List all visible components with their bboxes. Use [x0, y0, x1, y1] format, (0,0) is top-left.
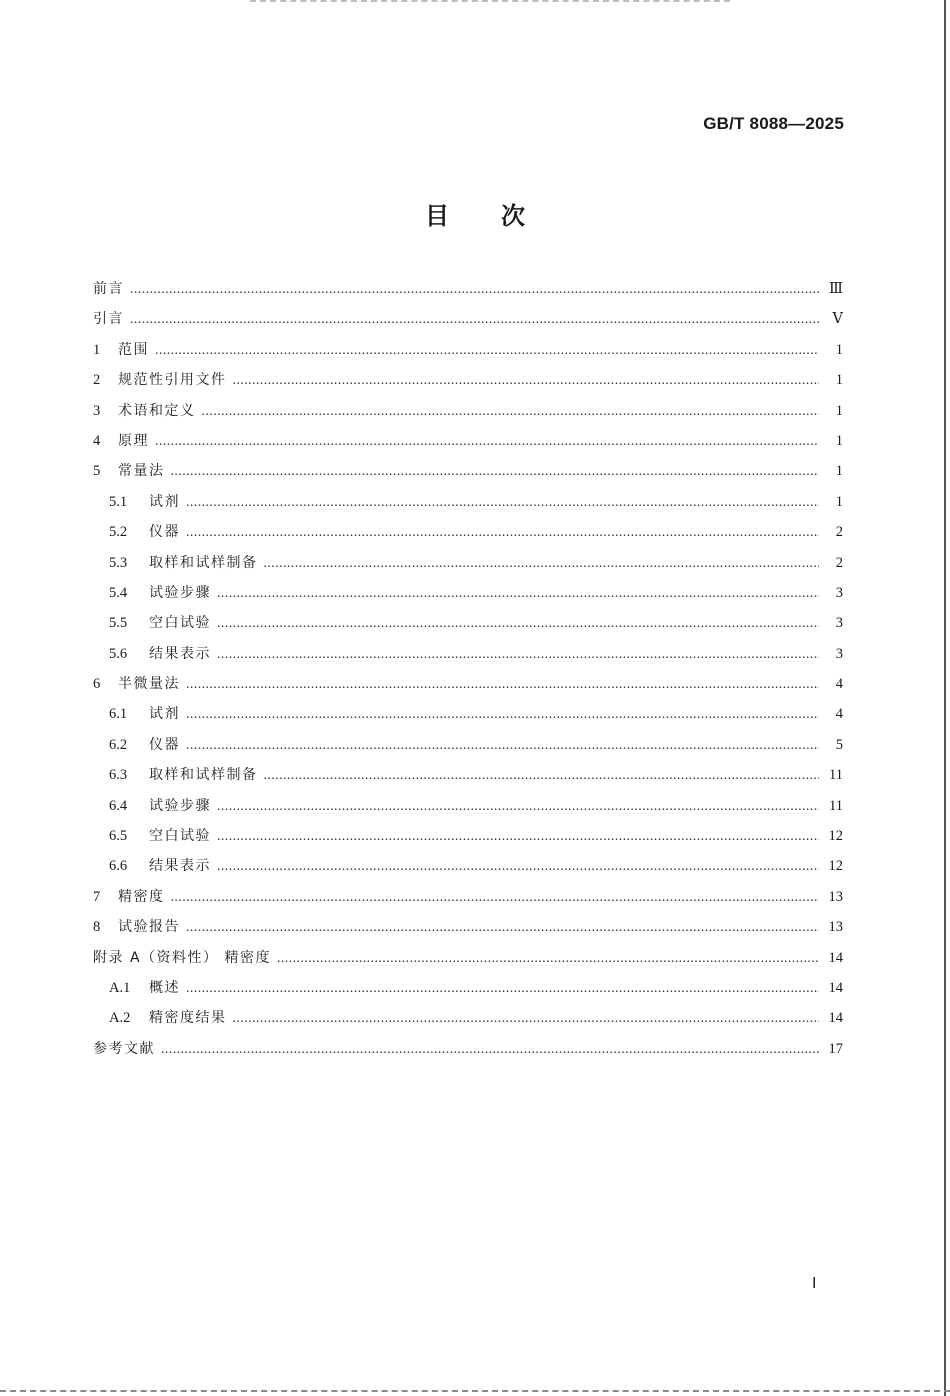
page-number: Ⅰ: [812, 1276, 817, 1292]
toc-entry[interactable]: [93, 612, 843, 642]
toc-entry-label: 规范性引用文件: [118, 372, 227, 389]
toc-entry-page: 12: [828, 828, 843, 845]
toc-entry-page: 2: [835, 524, 843, 541]
toc-entry-page: 4: [835, 706, 843, 723]
toc-dot-leader: [186, 495, 819, 511]
toc-entry-page: 14: [828, 979, 843, 996]
toc-dot-leader: [186, 677, 819, 693]
toc-entry-number: 3: [93, 402, 101, 419]
toc-entry-page: 13: [828, 919, 843, 936]
toc-dot-leader: [186, 738, 819, 754]
toc-entry-label: 空白试验: [149, 615, 211, 632]
toc-entry-label: 试验报告: [118, 919, 180, 936]
toc-entry-number: 5: [93, 463, 101, 480]
toc-dot-leader: [186, 920, 819, 936]
toc-entry-label: 试剂: [149, 706, 180, 723]
toc-entry-page: 3: [835, 584, 843, 601]
toc-entry-label: 试剂: [149, 493, 180, 510]
toc-entry-page: 13: [828, 888, 843, 905]
toc-entry-label: 范围: [118, 341, 149, 358]
toc-dot-leader: [130, 282, 819, 298]
toc-dot-leader: [217, 799, 819, 815]
scan-edge-bottom: [0, 1390, 950, 1395]
toc-entry[interactable]: [93, 1007, 843, 1037]
toc-entry[interactable]: [93, 1038, 843, 1068]
toc-entry-number: 5.1: [109, 493, 128, 510]
toc-dot-leader: [233, 1011, 820, 1027]
toc-entry-page: 1: [835, 341, 843, 358]
toc-entry-number: 6.2: [109, 736, 128, 753]
toc-entry-page: 3: [835, 645, 843, 662]
toc-entry-number: 6.1: [109, 706, 128, 723]
toc-dot-leader: [217, 859, 819, 875]
toc-entry-page: 5: [835, 736, 843, 753]
toc-entry-label: 取样和试样制备: [149, 554, 258, 571]
toc-entry-label: 精密度结果: [149, 1010, 227, 1027]
toc-entry-page: 12: [828, 858, 843, 875]
toc-dot-leader: [277, 951, 819, 967]
toc-entry[interactable]: [93, 491, 843, 521]
toc-entry-label: 半微量法: [118, 676, 180, 693]
toc-entry[interactable]: [93, 552, 843, 582]
toc-dot-leader: [233, 373, 820, 389]
toc-entry-number: 1: [93, 341, 101, 358]
toc-entry-number: 7: [93, 888, 101, 905]
toc-entry[interactable]: [93, 643, 843, 673]
toc-entry-label: 概述: [149, 979, 180, 996]
toc-entry[interactable]: [93, 886, 843, 916]
toc-dot-leader: [217, 616, 819, 632]
toc-entry[interactable]: [93, 278, 843, 308]
toc-entry-page: Ⅲ: [829, 281, 843, 297]
toc-entry-number: 6.5: [109, 828, 128, 845]
toc-entry-label: 精密度: [118, 888, 165, 905]
toc-entry-page: 1: [835, 402, 843, 419]
toc-dot-leader: [202, 404, 820, 420]
toc-entry-label: 前言: [93, 281, 124, 297]
toc-entry-number: 2: [93, 372, 101, 389]
toc-entry-label: 结果表示: [149, 645, 211, 662]
toc-dot-leader: [186, 525, 819, 541]
toc-dot-leader: [155, 434, 819, 450]
scan-edge-top: [250, 0, 730, 5]
toc-entry-label: 试验步骤: [149, 797, 211, 814]
toc-entry[interactable]: [93, 308, 843, 338]
toc-entry-number: 6.6: [109, 858, 128, 875]
toc-entry-number: 5.3: [109, 554, 128, 571]
toc-dot-leader: [171, 464, 820, 480]
toc-entry-label: 取样和试样制备: [149, 767, 258, 784]
toc-entry-number: 6.3: [109, 767, 128, 784]
table-of-contents: [93, 278, 843, 1068]
toc-dot-leader: [155, 343, 819, 359]
toc-entry-number: A.1: [109, 979, 131, 996]
toc-entry-page: 11: [829, 797, 843, 814]
toc-dot-leader: [217, 829, 819, 845]
toc-entry-page: 3: [835, 615, 843, 632]
toc-entry-page: 14: [828, 1010, 843, 1027]
toc-dot-leader: [217, 647, 819, 663]
toc-dot-leader: [264, 768, 820, 784]
toc-entry-page: 11: [829, 767, 843, 784]
toc-dot-leader: [217, 586, 819, 602]
toc-entry[interactable]: [93, 430, 843, 460]
toc-entry-label: 术语和定义: [118, 402, 196, 419]
toc-entry[interactable]: [93, 703, 843, 733]
toc-entry[interactable]: [93, 369, 843, 399]
toc-entry-label: 仪器: [149, 524, 180, 541]
toc-entry-page: 1: [835, 372, 843, 389]
toc-dot-leader: [161, 1042, 819, 1058]
toc-entry-page: 4: [835, 676, 843, 693]
toc-entry-page: 1: [835, 463, 843, 480]
toc-entry-page: 14: [828, 949, 843, 966]
standard-number: GB/T 8088—2025: [703, 114, 844, 133]
toc-entry[interactable]: [93, 582, 843, 612]
toc-entry-label: 常量法: [118, 463, 165, 480]
toc-entry-number: 5.6: [109, 645, 128, 662]
toc-entry[interactable]: [93, 400, 843, 430]
toc-entry[interactable]: [93, 916, 843, 946]
toc-entry[interactable]: [93, 855, 843, 885]
toc-entry-page: 2: [835, 554, 843, 571]
toc-entry-label: 试验步骤: [149, 584, 211, 601]
toc-entry-label: 结果表示: [149, 858, 211, 875]
toc-entry-label: 参考文献: [93, 1040, 155, 1057]
toc-entry-number: 8: [93, 919, 101, 936]
toc-entry-number: 6.4: [109, 797, 128, 814]
toc-entry-label: 原理: [118, 432, 149, 449]
toc-entry[interactable]: [93, 734, 843, 764]
toc-entry[interactable]: [93, 673, 843, 703]
toc-dot-leader: [171, 890, 820, 906]
toc-entry-page: 1: [835, 432, 843, 449]
toc-entry[interactable]: [93, 460, 843, 490]
toc-entry[interactable]: [93, 795, 843, 825]
toc-entry-page: 1: [835, 493, 843, 510]
toc-entry[interactable]: [93, 521, 843, 551]
toc-entry-page: Ⅴ: [832, 311, 843, 328]
toc-entry[interactable]: [93, 947, 843, 977]
toc-dot-leader: [186, 707, 819, 723]
toc-entry-number: 5.4: [109, 584, 128, 601]
toc-entry-label: 仪器: [149, 736, 180, 753]
toc-entry-label: 引言: [93, 311, 124, 328]
toc-entry-number: 6: [93, 676, 101, 693]
toc-entry-number: A.2: [109, 1010, 131, 1027]
toc-dot-leader: [264, 556, 820, 572]
toc-dot-leader: [130, 312, 819, 328]
toc-entry-page: 17: [828, 1040, 843, 1057]
toc-dot-leader: [186, 981, 819, 997]
toc-entry-number: 5.5: [109, 615, 128, 632]
toc-entry-label: 空白试验: [149, 828, 211, 845]
toc-entry-label: 附录 A（资料性） 精密度: [93, 949, 271, 966]
toc-entry-number: 5.2: [109, 524, 128, 541]
toc-title: 目次: [425, 202, 577, 230]
toc-entry-number: 4: [93, 432, 101, 449]
toc-entry[interactable]: [93, 977, 843, 1007]
toc-entry[interactable]: [93, 825, 843, 855]
toc-entry[interactable]: [93, 339, 843, 369]
toc-entry[interactable]: [93, 764, 843, 794]
